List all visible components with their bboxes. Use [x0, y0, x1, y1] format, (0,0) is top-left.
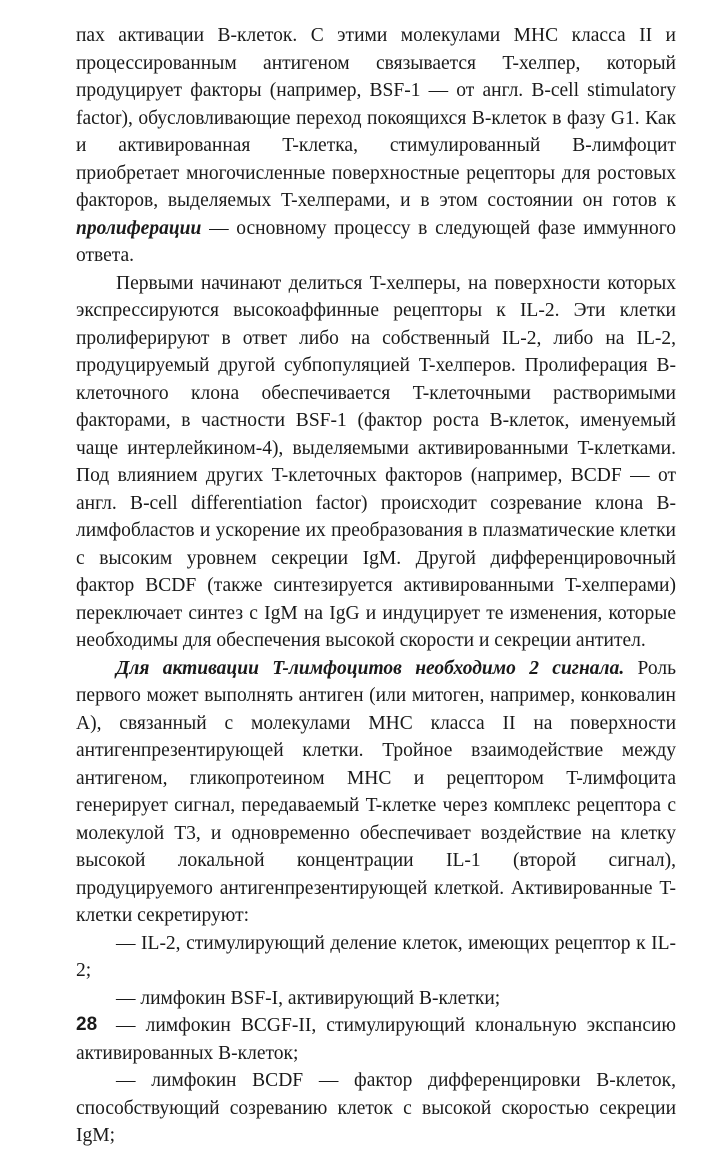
- emphasis-proliferation: пролиферации: [76, 217, 202, 239]
- paragraph-1-text-start: пах активации B-клеток. С этими молекулами MHC класса II и процессированным антигеном связывается T-хелпер, который продуцирует факторы (например, BSF-1 — от англ. B-cell stimulatory factor), обусловливающие переход покоящихся B-клеток в фазу G1. Как и активированная T-клетка, стимулированный B-лимфоцит приобретает многочисленные поверхностные рецепторы для ростовых факторов, выделяемых T-хелперами, и в этом состоянии он готов к: [76, 25, 676, 211]
- paragraph-1: [76, 22, 676, 270]
- paragraph-2: Первыми начинают делиться T-хелперы, на поверхности которых экспрессируются высокоаффинные рецепторы к IL-2. Эти клетки пролиферируют в ответ либо на собственный IL-2, либо на IL-2, продуцируемый другой субпопуляцией T-хелперов. Пролиферация B-клеточного клона обеспечивается T-клеточными растворимыми факторами, в частности BSF-1 (фактор роста B-клеток, именуемый чаще интерлейкином-4), выделяемыми активированными T-клетками. Под влиянием других T-клеточных факторов (например, BCDF — от англ. B-cell differentiation factor) происходит созревание клона B-лимфобластов и ускорение их преобразования в плазматические клетки с высоким уровнем секреции IgM. Другой дифференцировочный фактор BCDF (также синтезируется активированными T-хелперами) переключает синтез с IgM на IgG и индуцирует те изменения, которые необходимы для обеспечения высокой скорости и секреции антител.: [76, 272, 676, 651]
- section-heading: Для активации T-лимфоцитов необходимо 2 сигнала.: [116, 657, 625, 679]
- list-item: — IL-2, стимулирующий деление клеток, имеющих рецептор к IL-2;: [76, 932, 676, 981]
- list-item: — лимфокин BSF-I, активирующий B-клетки;: [116, 987, 501, 1009]
- paragraph-1-text-end: — основному процессу в следующей фазе иммунного ответа.: [76, 217, 676, 266]
- page-body: [76, 22, 676, 1150]
- list-item: — лимфокин BCGF-II, стимулирующий клональную экспансию активированных B-клеток;: [76, 1015, 676, 1064]
- paragraph-3: [76, 655, 676, 930]
- list-item: — лимфокин BCDF — фактор дифференцировки B-клеток, способствующий созреванию клеток с высокой скоростью секреции IgM;: [76, 1070, 676, 1146]
- page-number: 28: [76, 1014, 98, 1035]
- paragraph-3-text: Роль первого может выполнять антиген (или митоген, например, конковалин A), связанный с молекулами MHC класса II на поверхности антигенпрезентирующей клетки. Тройное взаимодействие между антигеном, гликопротеином MHC и рецептором T-лимфоцита генерирует сигнал, передаваемый T-клетке через комплекс рецептора с молекулой T3, и одновременно обеспечивает воздействие на клетку высокой локальной концентрации IL-1 (второй сигнал), продуцируемого антигенпрезентирующей клеткой. Активированные T-клетки секретируют:: [76, 657, 677, 926]
